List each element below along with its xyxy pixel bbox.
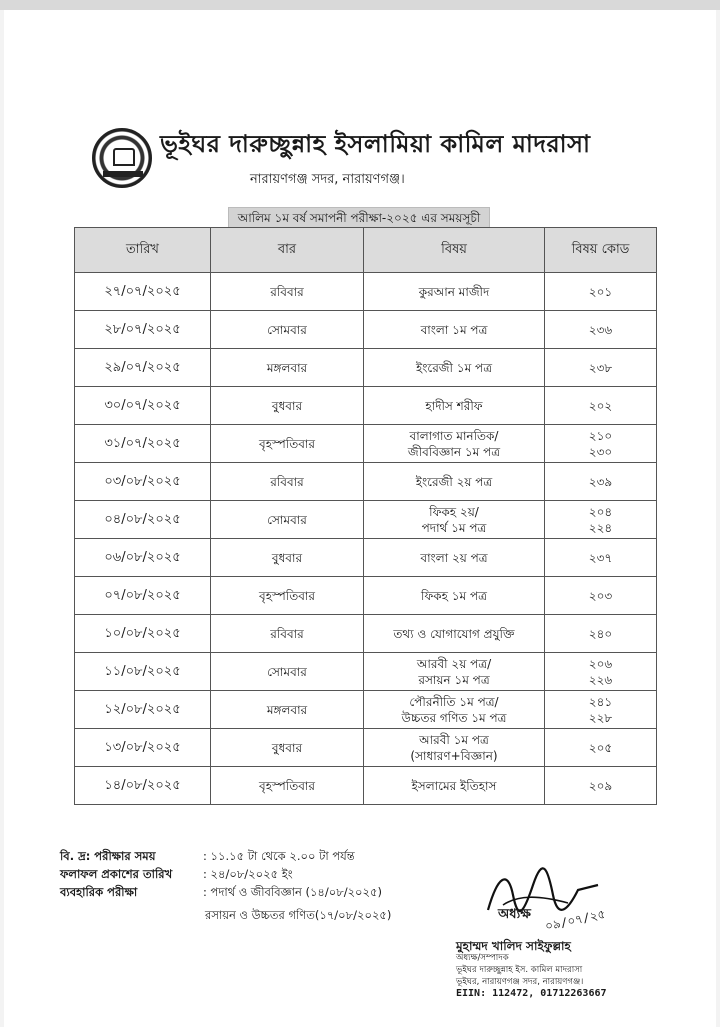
table-row <box>75 311 657 349</box>
subject-code: ২৩৯ <box>588 474 613 489</box>
subject-line: (সাধারণ+বিজ্ঞান) <box>410 748 498 763</box>
principal-stamp <box>456 940 636 1000</box>
cell-code <box>545 311 657 349</box>
practical-exam-value-2: রসায়ন ও উচ্চতর গণিত(১৭/০৮/২০২৫) <box>205 908 392 922</box>
cell-day: সোমবার <box>211 311 364 349</box>
cell-code <box>545 577 657 615</box>
subject-line: পৌরনীতি ১ম পত্র/ <box>409 694 499 709</box>
stamp-contact: EIIN: 112472, 01712263667 <box>456 988 607 999</box>
subject-line: বালাগাত মানতিক/ <box>409 428 499 443</box>
table-row <box>75 615 657 653</box>
table-row <box>75 729 657 767</box>
cell-day: সোমবার <box>211 501 364 539</box>
cell-subject <box>364 729 545 767</box>
result-date-label-text: ফলাফল প্রকাশের তারিখ <box>60 867 173 881</box>
cell-subject <box>364 425 545 463</box>
table-header-row <box>75 228 657 273</box>
cell-day: বৃহস্পতিবার <box>211 425 364 463</box>
cell-subject <box>364 463 545 501</box>
cell-subject <box>364 691 545 729</box>
cell-day: বুধবার <box>211 387 364 425</box>
cell-subject <box>364 539 545 577</box>
header-subject: বিষয় <box>364 228 545 273</box>
exam-time-row <box>60 848 155 867</box>
subject-line: কুরআন মাজীদ <box>418 284 490 299</box>
subject-code: ২৩৮ <box>588 360 613 375</box>
cell-day: মঙ্গলবার <box>211 691 364 729</box>
cell-date: ০৪/০৮/২০২৫ <box>75 501 211 539</box>
cell-date: ২৭/০৭/২০২৫ <box>75 273 211 311</box>
stamp-address: ভূইঘর, নারায়ণগঞ্জ সদর, নারায়ণগঞ্জ। <box>456 977 584 987</box>
subject-line: ইসলামের ইতিহাস <box>411 778 497 793</box>
subject-line: পদার্থ ১ম পত্র <box>421 520 487 535</box>
cell-code <box>545 653 657 691</box>
subject-line: আরবী ২য় পত্র/ <box>416 656 492 671</box>
subject-code: ২৪০ <box>588 626 613 641</box>
cell-subject <box>364 577 545 615</box>
header-day: বার <box>211 228 364 273</box>
subject-line: ইংরেজী ২য় পত্র <box>415 474 493 489</box>
principal-name: মুহাম্মদ খালিদ সাইফুল্লাহ <box>456 939 571 953</box>
subject-code: ২০৪ <box>588 504 613 519</box>
practical-exam-label <box>60 884 137 903</box>
table-row <box>75 425 657 463</box>
cell-day: বৃহস্পতিবার <box>211 767 364 805</box>
cell-code <box>545 539 657 577</box>
subject-line: ফিকহ ২য়/ <box>429 504 479 519</box>
cell-date: ১৪/০৮/২০২৫ <box>75 767 211 805</box>
institution-name: ভূইঘর দারুচ্ছুন্নাহ ইসলামিয়া কামিল মাদরাসা <box>160 130 591 158</box>
logo-ribbon <box>103 171 143 177</box>
cell-date: ২৮/০৭/২০২৫ <box>75 311 211 349</box>
result-date-label <box>60 866 172 885</box>
table-row <box>75 349 657 387</box>
subject-line: বাংলা ২য় পত্র <box>420 550 488 565</box>
cell-date: ০৬/০৮/২০২৫ <box>75 539 211 577</box>
subject-code: ২২৬ <box>588 672 613 687</box>
cell-date: ০৩/০৮/২০২৫ <box>75 463 211 501</box>
cell-subject <box>364 349 545 387</box>
cell-day: সোমবার <box>211 653 364 691</box>
cell-subject <box>364 501 545 539</box>
table-row <box>75 387 657 425</box>
cell-code <box>545 729 657 767</box>
cell-code <box>545 349 657 387</box>
cell-date: ২৯/০৭/২০২৫ <box>75 349 211 387</box>
subject-code: ২০৬ <box>588 656 613 671</box>
cell-code <box>545 615 657 653</box>
subject-code: ২৩৭ <box>588 550 613 565</box>
cell-subject <box>364 273 545 311</box>
cell-day: রবিবার <box>211 463 364 501</box>
cell-date: ১০/০৮/২০২৫ <box>75 615 211 653</box>
table-body <box>75 273 657 805</box>
cell-code <box>545 273 657 311</box>
table-row <box>75 501 657 539</box>
signature-title: অধ্যক্ষ <box>498 907 531 922</box>
cell-date: ০৭/০৮/২০২৫ <box>75 577 211 615</box>
cell-code <box>545 691 657 729</box>
subject-code: ২০১ <box>588 284 613 299</box>
cell-code <box>545 501 657 539</box>
cell-day: রবিবার <box>211 615 364 653</box>
exam-time-value: : ১১.১৫ টা থেকে ২.০০ টা পর্যন্ত <box>203 849 355 863</box>
subject-code: ২৩০ <box>588 444 613 459</box>
subject-code: ২০৫ <box>588 740 613 755</box>
cell-date: ১১/০৮/২০২৫ <box>75 653 211 691</box>
table-row <box>75 539 657 577</box>
cell-date: ৩০/০৭/২০২৫ <box>75 387 211 425</box>
signature-date: ০৯/০৭/২৫ <box>543 906 607 934</box>
subject-line: আরবী ১ম পত্র <box>419 732 489 747</box>
cell-subject <box>364 387 545 425</box>
table-row <box>75 767 657 805</box>
cell-code <box>545 767 657 805</box>
subject-code: ২৩৬ <box>588 322 613 337</box>
cell-subject <box>364 653 545 691</box>
madrasa-logo <box>92 128 152 188</box>
subject-code: ২০৯ <box>588 778 613 793</box>
subject-code: ২০২ <box>588 398 613 413</box>
subject-line: জীববিজ্ঞান ১ম পত্র <box>407 444 501 459</box>
subject-code: ২০৩ <box>588 588 613 603</box>
subject-line: রসায়ন ১ম পত্র <box>418 672 490 687</box>
header-code: বিষয় কোড <box>545 228 657 273</box>
table-row <box>75 691 657 729</box>
cell-code <box>545 463 657 501</box>
result-date-value: : ২৪/০৮/২০২৫ ইং <box>203 867 293 881</box>
cell-day: মঙ্গলবার <box>211 349 364 387</box>
exam-schedule-table <box>74 227 657 805</box>
practical-exam-label-text: ব্যবহারিক পরীক্ষা <box>60 885 138 899</box>
subject-line: ইংরেজী ১ম পত্র <box>415 360 493 375</box>
subject-line: বাংলা ১ম পত্র <box>420 322 488 337</box>
subject-line: উচ্চতর গণিত ১ম পত্র <box>401 710 507 725</box>
cell-subject <box>364 767 545 805</box>
subject-line: তথ্য ও যোগাযোগ প্রযুক্তি <box>393 626 515 641</box>
table-row <box>75 653 657 691</box>
cell-date: ১২/০৮/২০২৫ <box>75 691 211 729</box>
subject-line: ফিকহ ১ম পত্র <box>421 588 487 603</box>
cell-date: ৩১/০৭/২০২৫ <box>75 425 211 463</box>
institution-address: নারায়ণগঞ্জ সদর, নারায়ণগঞ্জ। <box>250 172 405 187</box>
cell-subject <box>364 311 545 349</box>
top-border <box>0 0 720 10</box>
stamp-institution: ভূইঘর দারুচ্ছুন্নাহ ইস. কামিল মাদরাসা <box>456 965 583 975</box>
cell-day: রবিবার <box>211 273 364 311</box>
cell-date: ১৩/০৮/২০২৫ <box>75 729 211 767</box>
subject-code: ২১০ <box>588 428 613 443</box>
cell-day: বৃহস্পতিবার <box>211 577 364 615</box>
subject-code: ২২৪ <box>588 520 613 535</box>
schedule-title: আলিম ১ম বর্ষ সমাপনী পরীক্ষা-২০২৫ এর সময়সূচী <box>228 207 490 229</box>
practical-exam-value-1: : পদার্থ ও জীববিজ্ঞান (১৪/০৮/২০২৫) <box>203 885 382 899</box>
table-row <box>75 577 657 615</box>
exam-time-label: বি. দ্র: পরীক্ষার সময় <box>60 849 156 863</box>
book-icon <box>113 148 135 166</box>
cell-day: বুধবার <box>211 539 364 577</box>
header-date: তারিখ <box>75 228 211 273</box>
cell-subject <box>364 615 545 653</box>
subject-code: ২৪১ <box>588 694 613 709</box>
cell-day: বুধবার <box>211 729 364 767</box>
subject-code: ২২৮ <box>588 710 613 725</box>
cell-code <box>545 387 657 425</box>
table-row <box>75 463 657 501</box>
cell-code <box>545 425 657 463</box>
table-row <box>75 273 657 311</box>
principal-designation: অধ্যক্ষ/সম্পাদক <box>456 953 509 963</box>
subject-line: হাদীস শরীফ <box>425 398 483 413</box>
